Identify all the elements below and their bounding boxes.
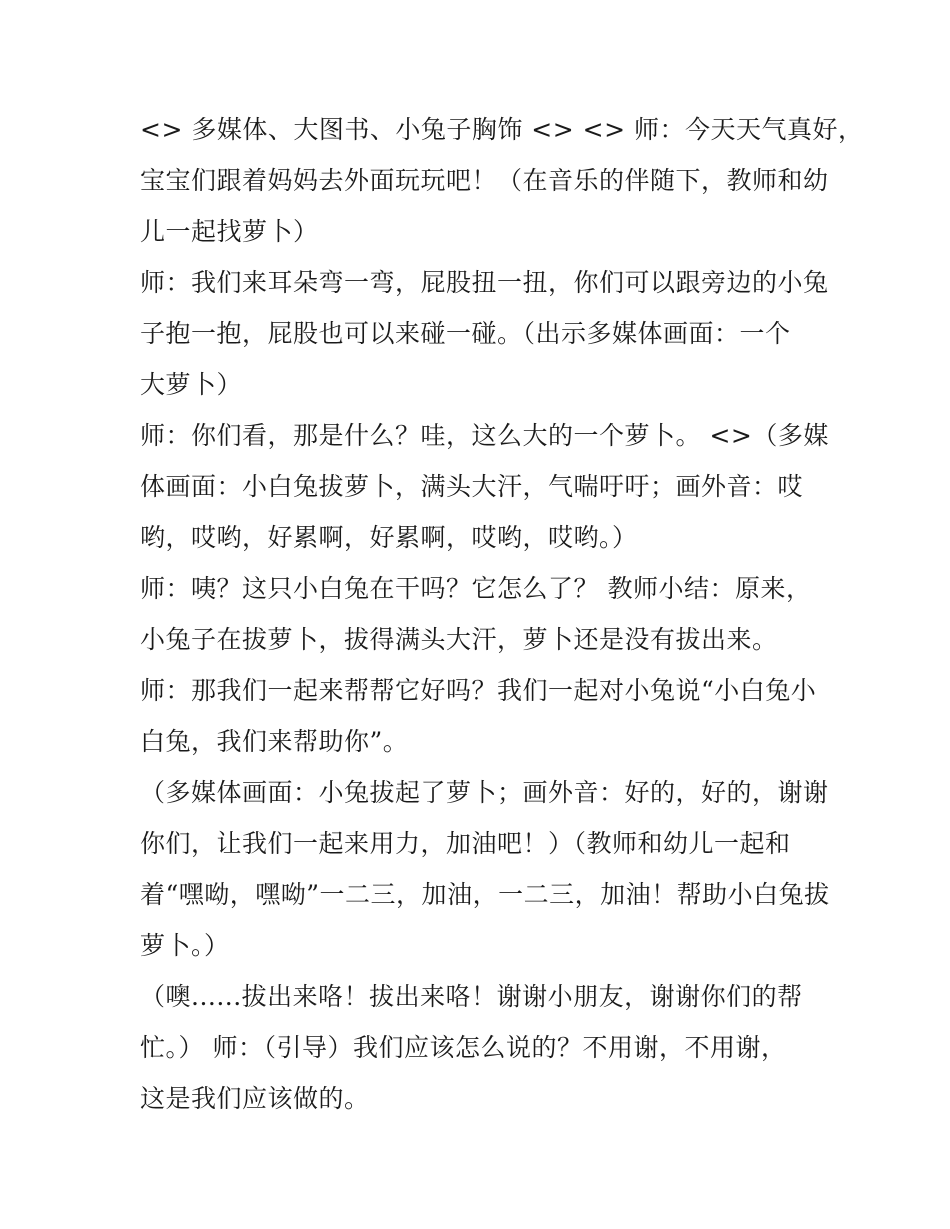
text-line: <> 多媒体、大图书、小兔子胸饰 <> <> 师：今天天气真好， (140, 115, 864, 144)
text-line: （噢......拔出来咯！拔出来咯！谢谢小朋友，谢谢你们的帮 (140, 982, 803, 1011)
text-line: 大萝卜） (140, 370, 243, 399)
text-line: 小兔子在拔萝卜，拔得满头大汗，萝卜还是没有拔出来。 (140, 625, 778, 654)
text-line: （多媒体画面：小兔拔起了萝卜；画外音：好的，好的，谢谢 (140, 778, 829, 807)
text-line: 师：那我们一起来帮帮它好吗？我们一起对小兔说“小白兔小 (140, 676, 817, 705)
text-line: 儿一起找萝卜） (140, 217, 319, 246)
text-line: 忙。） 师：（引导）我们应该怎么说的？不用谢，不用谢， (140, 1033, 787, 1062)
text-line: 白兔，我们来帮助你”。 (140, 727, 409, 756)
text-line: 哟，哎哟，好累啊，好累啊，哎哟，哎哟。） (140, 523, 638, 552)
text-line: 你们，让我们一起来用力，加油吧！）（教师和幼儿一起和 (140, 829, 791, 858)
text-line: 体画面：小白兔拔萝卜，满头大汗，气喘吁吁；画外音：哎 (140, 472, 804, 501)
text-line: 师：你们看，那是什么？哇，这么大的一个萝卜。 <>（多媒 (140, 421, 829, 450)
text-line: 萝卜。） (140, 931, 230, 960)
text-line: 师：咦？这只小白兔在干吗？它怎么了？ 教师小结：原来， (140, 574, 812, 603)
text-line: 这是我们应该做的。 (140, 1084, 370, 1113)
text-line: 宝宝们跟着妈妈去外面玩玩吧！（在音乐的伴随下，教师和幼 (140, 166, 829, 195)
text-line: 师：我们来耳朵弯一弯，屁股扭一扭，你们可以跟旁边的小兔 (140, 268, 829, 297)
text-line: 子抱一抱，屁股也可以来碰一碰。（出示多媒体画面：一个 (140, 319, 791, 348)
text-line: 着“嘿呦，嘿呦”一二三，加油，一二三，加油！帮助小白兔拔 (140, 880, 830, 909)
document-body (140, 104, 864, 1124)
